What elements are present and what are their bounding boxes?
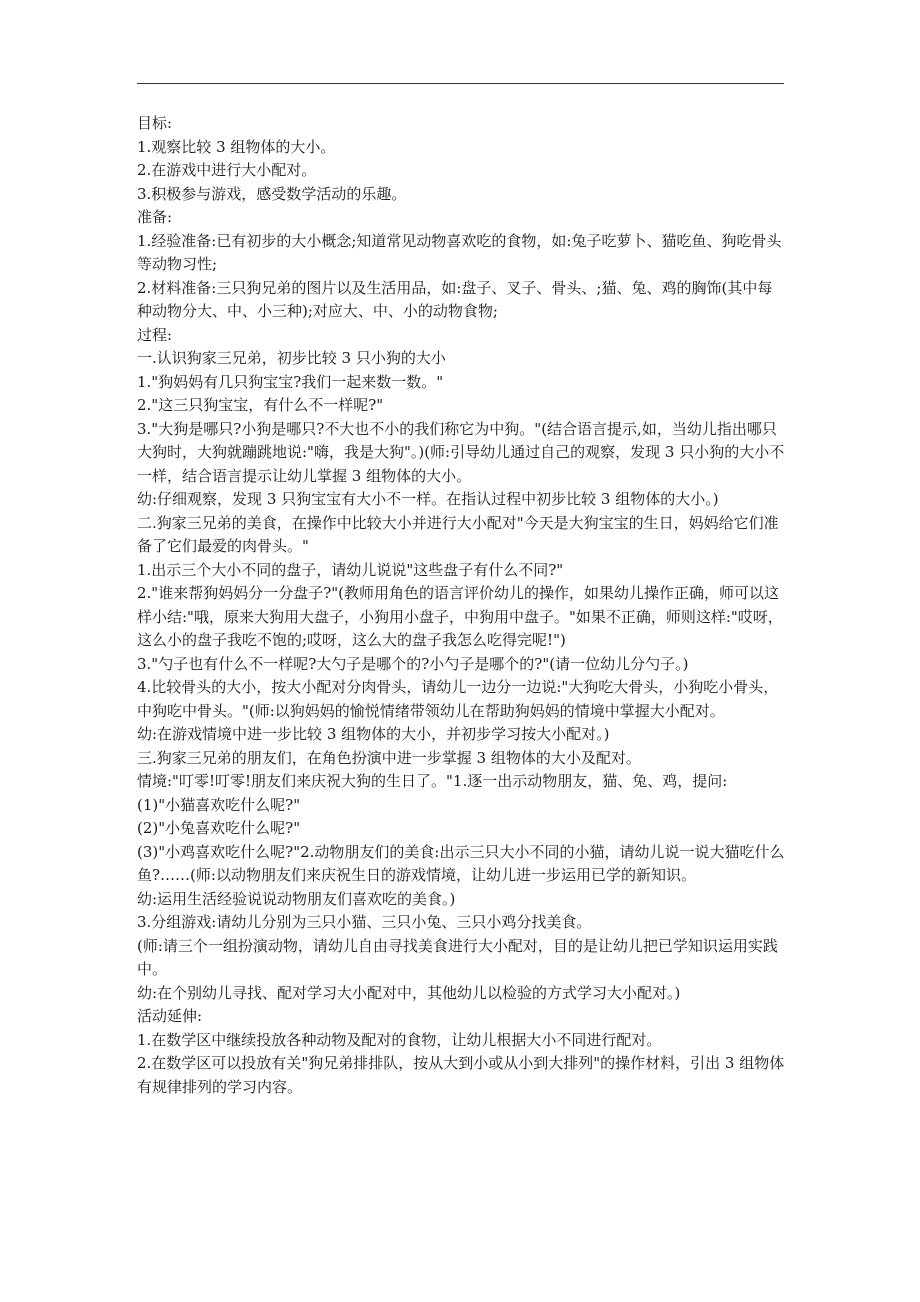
text-line: 2.在数学区可以投放有关"狗兄弟排排队，按从大到小或从小到大排列"的操作材料，引出 3 组物体有规律排列的学习内容。: [137, 1054, 785, 1096]
text-line: (师:请三个一组扮演动物，请幼儿自由寻找美食进行大小配对，目的是让幼儿把已学知识运用实践中。: [137, 936, 778, 978]
text-line: 1."狗妈妈有几只狗宝宝?我们一起来数一数。": [137, 372, 444, 391]
text-line: 2."谁来帮狗妈妈分一分盘子?"(教师用角色的语言评价幼儿的操作，如果幼儿操作正确，师可以这样小结:"哦，原来大狗用大盘子，小狗用小盘子，中狗用中盘子。"如果不正确，师则这样:"哎呀，这么小的盘子我吃不饱的;哎呀，这么大的盘子我怎么吃得完呢!"): [137, 584, 783, 649]
text-line: 1.出示三个大小不同的盘子，请幼儿说说"这些盘子有什么不同?": [137, 560, 564, 579]
text-line: 幼:在游戏情境中进一步比较 3 组物体的大小，并初步学习按大小配对。): [137, 725, 610, 743]
text-line: 三.狗家三兄弟的朋友们，在角色扮演中进一步掌握 3 组物体的大小及配对。: [137, 748, 641, 767]
text-line: 幼:运用生活经验说说动物朋友们喜欢吃的美食。): [137, 889, 456, 908]
document-body: [137, 112, 785, 1099]
text-line: (2)"小兔喜欢吃什么呢?": [137, 819, 301, 837]
text-line: 目标:: [137, 114, 173, 132]
text-line: 活动延伸:: [137, 1007, 203, 1025]
text-line: 1.观察比较 3 组物体的大小。: [137, 137, 336, 156]
text-line: (1)"小猫喜欢吃什么呢?": [137, 795, 301, 814]
text-line: 1.经验准备:已有初步的大小概念;知道常见动物喜欢吃的食物，如:兔子吃萝卜、猫吃鱼、狗吃骨头等动物习性;: [137, 231, 782, 273]
text-line: 一.认识狗家三兄弟，初步比较 3 只小狗的大小: [137, 349, 446, 367]
text-line: (3)"小鸡喜欢吃什么呢?"2.动物朋友们的美食:出示三只大小不同的小猫，请幼儿说一说大猫吃什么鱼?……(师:以动物朋友们来庆祝生日的游戏情境，让幼儿进一步运用已学的新知识。: [137, 842, 785, 884]
text-line: 4.比较骨头的大小，按大小配对分肉骨头，请幼儿一边分一边说:"大狗吃大骨头，小狗吃小骨头，中狗吃中骨头。"(师:以狗妈妈的愉悦情绪带领幼儿在帮助狗妈妈的情境中掌握大小配对。: [137, 678, 779, 720]
text-line: 情境:"叮零!叮零!朋友们来庆祝大狗的生日了。"1.逐一出示动物朋友，猫、兔、鸡，提问:: [137, 772, 728, 790]
text-line: 二.狗家三兄弟的美食，在操作中比较大小并进行大小配对"今天是大狗宝宝的生日，妈妈给它们准备了它们最爱的肉骨头。": [137, 513, 779, 555]
text-line: 准备:: [137, 208, 173, 226]
text-line: 幼:仔细观察，发现 3 只狗宝宝有大小不一样。在指认过程中初步比较 3 组物体的大小。): [137, 490, 719, 508]
text-line: 2.在游戏中进行大小配对。: [137, 161, 317, 179]
text-line: 3.分组游戏:请幼儿分别为三只小猫、三只小兔、三只小鸡分找美食。: [137, 913, 592, 931]
text-line: 3."大狗是哪只?小狗是哪只?不大也不小的我们称它为中狗。"(结合语言提示,如，当幼儿指出哪只大狗时，大狗就蹦跳地说:"嗨，我是大狗"。)(师:引导幼儿通过自己的观察，发现 3 只小狗的大小不一样，结合语言提示让幼儿掌握 3 组物体的大小。: [137, 419, 785, 485]
text-line: 过程:: [137, 325, 173, 344]
text-line: 1.在数学区中继续投放各种动物及配对的食物，让幼儿根据大小不同进行配对。: [137, 1030, 662, 1049]
text-line: 2.材料准备:三只狗兄弟的图片以及生活用品，如:盘子、叉子、骨头、;猫、兔、鸡的胸饰(其中每种动物分大、中、小三种);对应大、中、小的动物食物;: [137, 278, 773, 320]
text-line: 2."这三只狗宝宝，有什么不一样呢?": [137, 396, 384, 414]
text-line: 3."勺子也有什么不一样呢?大勺子是哪个的?小勺子是哪个的?"(请一位幼儿分勺子。): [137, 654, 689, 673]
text-line: 幼:在个别幼儿寻找、配对学习大小配对中，其他幼儿以检验的方式学习大小配对。): [137, 983, 681, 1002]
text-line: 3.积极参与游戏，感受数学活动的乐趣。: [137, 184, 407, 203]
header-rule: [137, 83, 784, 84]
